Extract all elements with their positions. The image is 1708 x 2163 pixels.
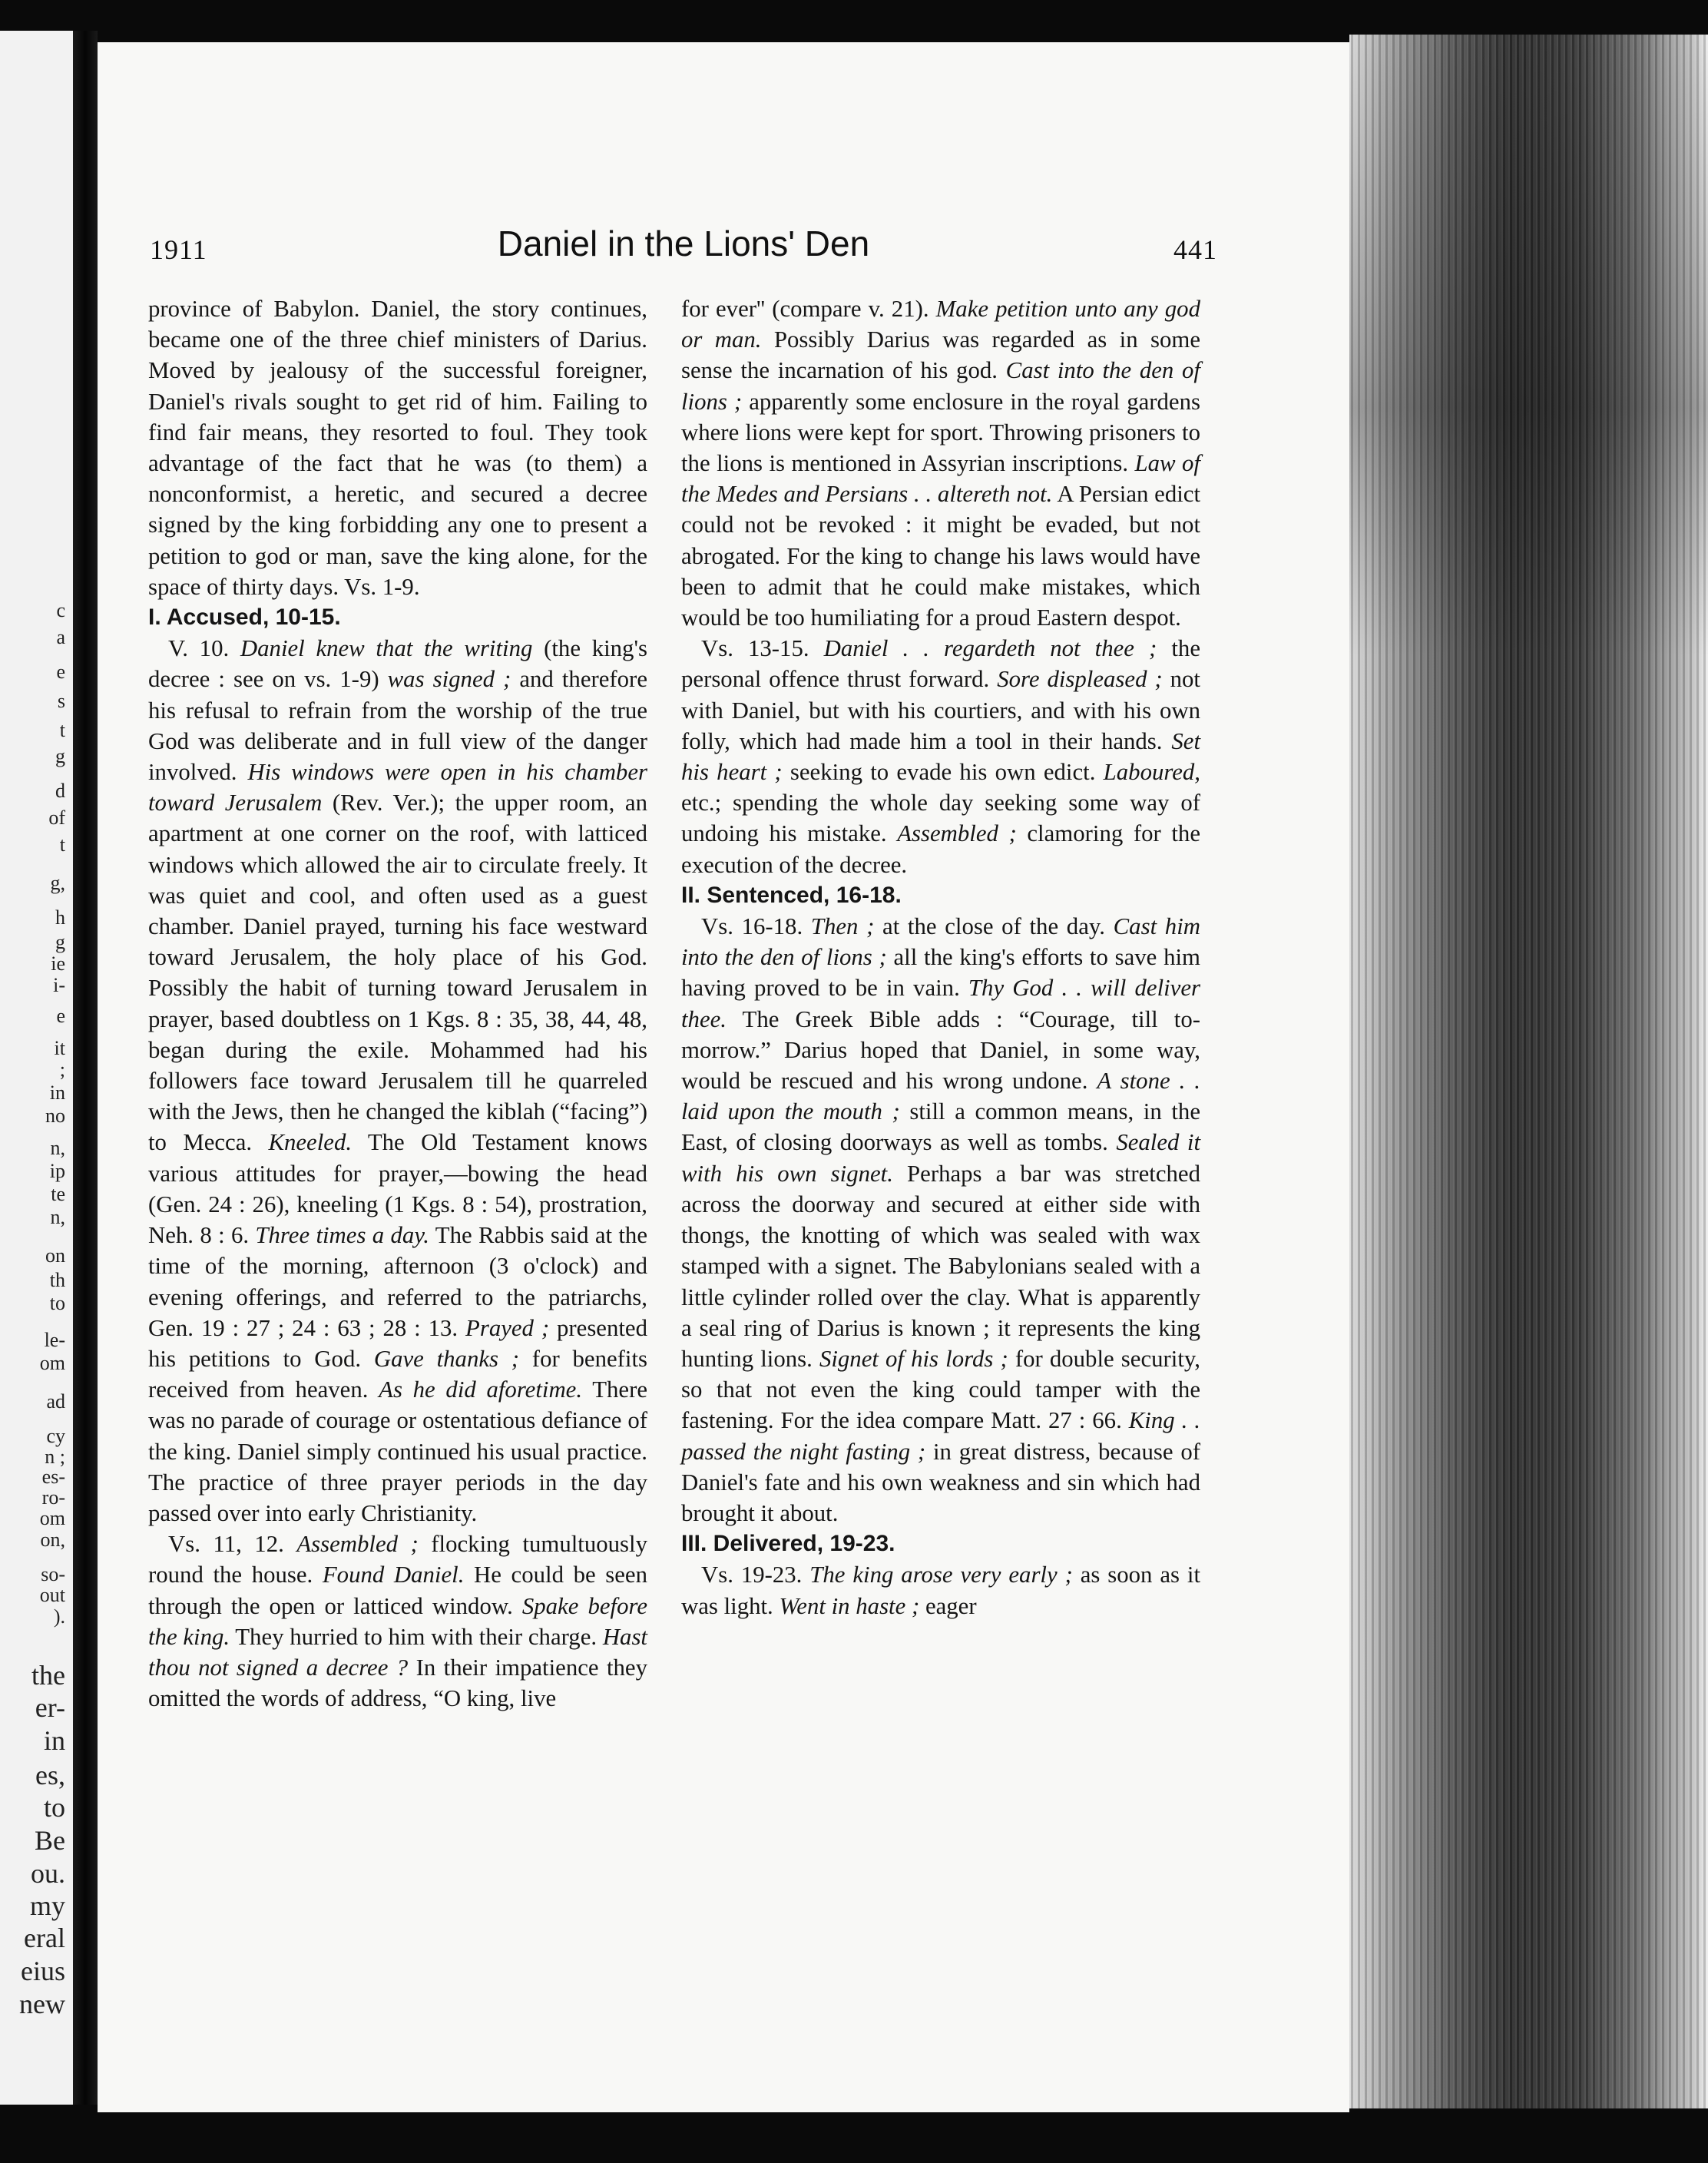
left-page-fragment: out [39, 1584, 65, 1606]
verse-ref: Vs. 11, 12. [168, 1531, 297, 1558]
quote: Found Daniel. [322, 1562, 465, 1588]
left-page-fragment: t [59, 833, 65, 856]
text: the personal offence thrust forward. [681, 635, 1200, 693]
left-page-fragment: to [43, 1792, 65, 1823]
quote: Thy God . . will deliver thee. [681, 975, 1201, 1032]
text: A Persian edict could not be revoked : it might be evaded, but not abrogated. For the king to change his laws would have been to admit that he could make mistakes, which would be too humiliating for a proud Eastern despot. [681, 481, 1200, 631]
left-page-fragment: ro- [41, 1486, 65, 1509]
text: In their impatience they omitted the words of address, “O king, live [148, 1654, 647, 1712]
text: etc.; spending the whole day seeking some way of undoing his mistake. [681, 790, 1200, 847]
left-page-fragment: on, [40, 1529, 65, 1551]
verse-ref: Vs. 13-15. [701, 635, 824, 662]
left-page-edge [0, 31, 73, 2105]
quote: Make petition unto any god or man. [681, 296, 1200, 353]
quote: Prayed ; [465, 1314, 550, 1341]
text: The Old Testament knows various attitudes for prayer,—bowing the head (Gen. 24 : 26), kneeling (1 Kgs. 8 : 54), prostration, Neh. 8 : 6. [148, 1129, 647, 1249]
left-page-fragment: es- [41, 1466, 65, 1488]
left-page-fragment: ip [49, 1160, 65, 1182]
left-page-fragment: n, [50, 1137, 65, 1159]
left-page-fragment: om [39, 1352, 65, 1374]
left-page-fragment: ie [51, 952, 65, 975]
left-page-fragment: g [55, 745, 65, 767]
left-page-fragment: to [49, 1292, 65, 1314]
quote: Kneeled. [268, 1129, 353, 1156]
quote: Gave thanks ; [373, 1345, 520, 1372]
paragraph-verse-10 [148, 633, 647, 1529]
quote: Assembled ; [897, 820, 1017, 847]
left-page-fragment: in [43, 1725, 65, 1756]
left-page-fragment: a [56, 626, 65, 648]
right-text-column [681, 293, 1200, 1945]
quote: Set his heart ; [681, 727, 1200, 786]
paragraph-continued [681, 293, 1200, 633]
quote: As he did aforetime. [379, 1376, 583, 1403]
quote: Three times a day. [255, 1222, 429, 1249]
paragraph-verses-16-18 [681, 911, 1200, 1529]
text: all the king's efforts to save him having proved to be in vain. [681, 944, 1200, 1002]
text: still a common means, in the East, of closing doorways as well as tombs. [681, 1098, 1200, 1156]
text: The Rabbis said at the time of the morning, afternoon (3 o'clock) and evening offerings, and referred to the patriarchs, Gen. 19 : 27 ; 24 : 63 ; 28 : 13. [148, 1222, 648, 1341]
quote: Cast him into the den of lions ; [681, 913, 1200, 971]
quote: Assembled ; [296, 1531, 419, 1558]
page-edges-stack [1349, 35, 1708, 2108]
left-page-fragment: of [48, 807, 65, 829]
verse-ref: Vs. 19-23. [701, 1562, 810, 1588]
left-page-fragment: cy [46, 1425, 65, 1447]
text: (the king's decree : see on vs. 1-9) [148, 635, 647, 693]
section-heading-sentenced: II. Sentenced, 16-18. [681, 882, 902, 908]
quote: Laboured, [1103, 759, 1200, 786]
left-page-fragment: t [59, 719, 65, 741]
paragraph-verses-11-12 [148, 1529, 647, 1714]
text: flocking tumultuously round the house. [148, 1531, 648, 1588]
quote: The king arose very early ; [809, 1562, 1073, 1588]
text: clamoring for the execution of the decree. [681, 820, 1200, 878]
quote: Signet of his lords ; [819, 1345, 1008, 1372]
left-page-fragment: eius [21, 1956, 65, 1986]
paragraph-verses-13-15 [681, 633, 1200, 880]
text: There was no parade of courage or ostentatious defiance of the king. Daniel simply continued his usual practice. The practice of three prayer periods in the day passed over into early Christianity. [148, 1376, 648, 1526]
paragraph-verses-19-23 [681, 1559, 1200, 1621]
left-page-fragment: Be [35, 1825, 65, 1856]
text: (Rev. Ver.); the upper room, an apartment at one corner on the roof, with latticed windows which allowed the air to circulate freely. It was quiet and cool, and often used as a guest chamber. Daniel prayed, turning his face westward toward Jerusalem, the holy place of his God. Possibly the habit of turning toward Jerusalem in prayer, based doubtless on 1 Kgs. 8 : 35, 38, 44, 48, began during the exile. Mohammed had his followers face toward Jerusalem till he quarreled with the Jews, then he changed the kiblah (“facing”) to Mecca. [148, 790, 647, 1156]
left-page-fragment: in [49, 1082, 65, 1104]
left-page-fragment: er- [35, 1692, 65, 1723]
left-page-fragment: ; [59, 1058, 65, 1081]
section-heading-accused: I. Accused, 10-15. [148, 605, 341, 631]
text: in great distress, because of Daniel's fate and his own weakness and sin which had brought it about. [681, 1438, 1200, 1526]
paragraph-intro: province of Babylon. Daniel, the story continues, became one of the three chief ministers of Darius. Moved by jealousy of the successful foreigner, Daniel's rivals sought to get rid of him. Failing to find fair means, they resorted to foul. They took advantage of the fact that he was (to them) a nonconformist, a heretic, and secured a decree signed by the king forbidding any one to present a petition to god or man, save the king alone, for the space of thirty days. Vs. 1-9. [148, 296, 647, 600]
left-page-fragment: my [29, 1890, 65, 1921]
left-page-fragment: h [55, 906, 65, 929]
left-page-fragment: om [39, 1507, 65, 1529]
left-page-fragment: le- [44, 1329, 65, 1351]
text: not with Daniel, but with his courtiers, and with his own folly, which had made him a tool in their hands. [681, 666, 1200, 754]
section-heading-delivered: III. Delivered, 19-23. [681, 1531, 895, 1557]
left-page-fragment: it [54, 1037, 65, 1059]
left-page-fragment: e [56, 1005, 65, 1027]
text: Possibly Darius was regarded as in some sense the incarnation of his god. [681, 326, 1200, 384]
quote: His windows were open in his chamber toward Jerusalem [148, 759, 647, 817]
left-page-fragment: n ; [45, 1446, 65, 1468]
left-page-fragment: e [56, 661, 65, 683]
text: presented his petitions to God. [148, 1314, 648, 1372]
quote: King . . passed the night fasting ; [681, 1407, 1200, 1465]
left-page-fragment: d [55, 780, 65, 802]
text: for ever'' (compare v. 21). [681, 296, 936, 322]
quote: Hast thou not signed a decree ? [148, 1623, 647, 1681]
left-page-fragment: ). [53, 1605, 65, 1628]
left-page-fragment: so- [41, 1563, 65, 1585]
left-page-fragment: ou. [31, 1858, 65, 1889]
left-page-fragment: c [56, 599, 65, 621]
running-header [150, 223, 1217, 269]
text: for benefits received from heaven. [148, 1345, 647, 1403]
text: seeking to evade his own edict. [782, 759, 1104, 786]
quote: Sealed it with his own signet. [681, 1129, 1201, 1187]
text: eager [919, 1592, 977, 1619]
quote: Law of the Medes and Persians . . altereth not. [681, 450, 1200, 508]
left-text-column [148, 293, 647, 1945]
left-page-fragment: on [45, 1244, 65, 1267]
left-page-fragment: s [57, 690, 65, 712]
text: They hurried to him with their charge. [230, 1623, 603, 1650]
quote: Then ; [810, 913, 875, 940]
left-page-fragment: n, [50, 1206, 65, 1228]
quote: was signed ; [387, 666, 511, 693]
left-page-fragment: eral [24, 1923, 65, 1953]
quote: Sore displeased ; [997, 666, 1163, 693]
quote: Daniel . . regardeth not thee ; [823, 635, 1157, 662]
page-number: 441 [1173, 234, 1217, 265]
text: as soon as it was light. [681, 1562, 1201, 1619]
text: apparently some enclosure in the royal gardens where lions were kept for sport. Throwing prisoners to the lions is mentioned in Assyrian inscriptions. [681, 388, 1200, 477]
left-page-fragment: te [51, 1183, 65, 1205]
quote: Spake before the king. [148, 1592, 647, 1650]
left-page-fragment: i- [53, 974, 65, 996]
left-page-fragment: es, [35, 1760, 65, 1790]
quote: Went in haste ; [779, 1592, 920, 1619]
text: at the close of the day. [874, 913, 1114, 940]
page-title: Daniel in the Lions' Den [497, 224, 870, 263]
header-year: 1911 [150, 234, 207, 265]
left-page-fragment: new [19, 1989, 65, 2019]
verse-ref: Vs. 16-18. [701, 913, 811, 940]
page-edge-shading [1349, 35, 1708, 2108]
quote: Daniel knew that the writing [240, 635, 533, 662]
left-page-fragment: g, [50, 872, 65, 894]
left-page-fragment: g [55, 931, 65, 953]
verse-ref: V. 10. [168, 635, 240, 662]
left-page-fragment: the [31, 1660, 65, 1691]
text: He could be seen through the open or latticed window. [148, 1562, 648, 1619]
text: for double security, so that not even the king could tamper with the fastening. For the idea compare Matt. 27 : 66. [681, 1345, 1200, 1434]
book-gutter [73, 31, 98, 2105]
left-page-fragment: no [45, 1105, 65, 1127]
left-page-fragment: th [49, 1269, 65, 1291]
quote: A stone . . laid upon the mouth ; [681, 1068, 1200, 1125]
text: Perhaps a bar was stretched across the doorway and secured at either side with thongs, the knotting of which was sealed with wax stamped with a signet. The Babylonians sealed with a little cylinder rolled over the clay. What is apparently a seal ring of Darius is known ; it represents the king hunting lions. [681, 1160, 1200, 1372]
text: and therefore his refusal to refrain from the worship of the true God was deliberate and in full view of the danger involved. [148, 666, 647, 786]
quote: Cast into the den of lions ; [681, 357, 1200, 415]
text: The Greek Bible adds : “Courage, till to-morrow.” Darius hoped that Daniel, in some way, would be rescued and his wrong undone. [681, 1005, 1200, 1095]
left-page-fragment: ad [46, 1390, 65, 1413]
